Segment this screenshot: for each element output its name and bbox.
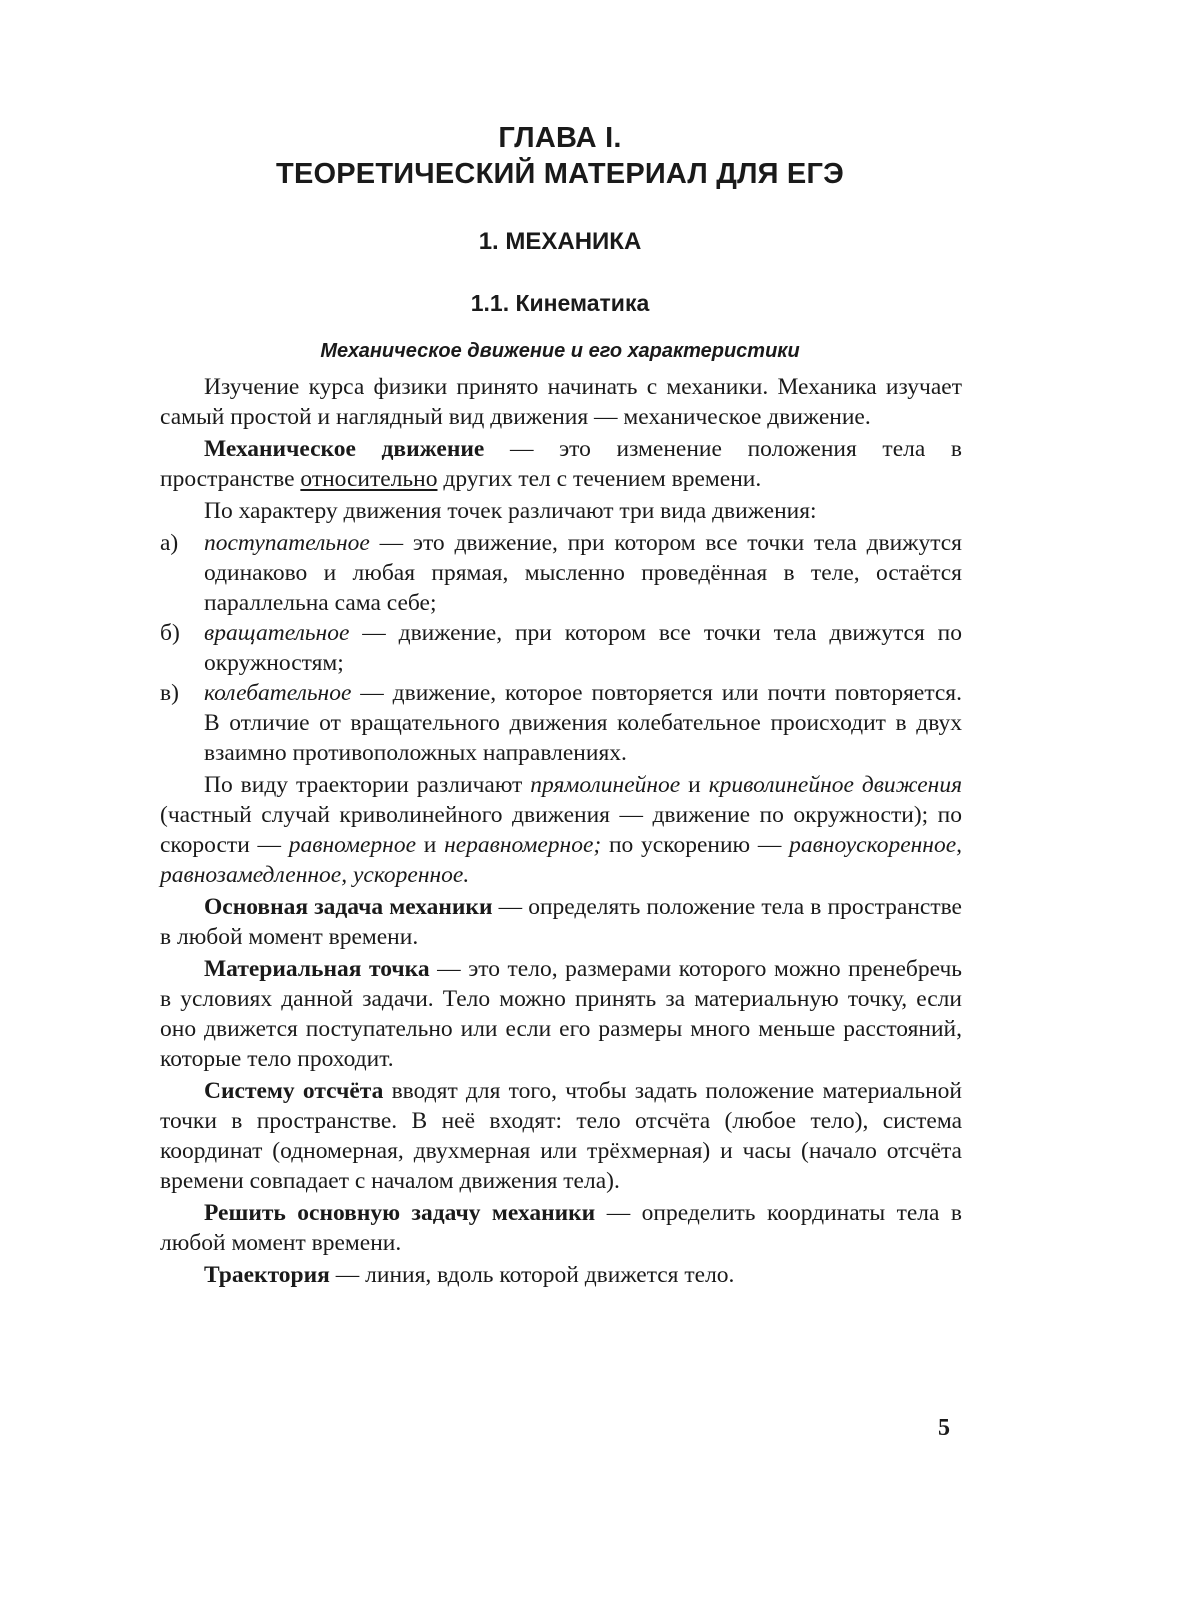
paragraph-intro: Изучение курса физики принято начинать с механики. Механика изучает самый простой и наглядный вид движения — механическое движение.: [160, 374, 962, 430]
term-reference-frame: Систему отсчёта: [204, 1078, 384, 1104]
list-item: в) колебательное — движение, которое повторяется или почти повторяется. В отличие от вращательного движения колебательное происходит в двух взаимно противоположных направлениях.: [160, 680, 962, 766]
paragraph-reference-frame: Систему отсчёта вводят для того, чтобы задать положение материальной точки в пространстве. В неё входят: тело отсчёта (любое тело), система координат (одномерная, двухмерная или трёхмерная) и часы (начало отсчёта времени совпадает с началом движения тела).: [160, 1078, 962, 1194]
term-solve-task: Решить основную задачу механики: [204, 1200, 596, 1226]
list-item: б) вращательное — движение, при котором все точки тела движутся по окружностям;: [160, 620, 962, 676]
motion-types-list: [160, 528, 962, 768]
chapter-title: ТЕОРЕТИЧЕСКИЙ МАТЕРИАЛ ДЛЯ ЕГЭ: [276, 158, 844, 190]
term-main-task: Основная задача механики: [204, 894, 493, 920]
underlined-word: относительно: [300, 466, 438, 492]
page-number: 5: [938, 1415, 950, 1441]
term-rotational: вращательное: [204, 620, 350, 646]
subsection-title: 1.1. Кинематика: [470, 290, 650, 316]
list-marker: б): [160, 620, 180, 646]
term-material-point: Материальная точка: [204, 956, 430, 982]
term-trajectory: Траектория: [204, 1262, 330, 1288]
paragraph-main-task: Основная задача механики — определять положение тела в пространстве в любой момент времени.: [160, 894, 962, 950]
chapter-heading: [0, 120, 1120, 192]
term-oscillatory: колебательное: [204, 680, 352, 706]
list-marker: а): [160, 530, 179, 556]
section-title: 1. МЕХАНИКА: [478, 228, 642, 255]
paragraph-material-point: Материальная точка — это тело, размерами которого можно пренебречь в условиях данной задачи. Тело можно принять за материальную точку, если оно движется поступательно или если его размеры много меньше расстояний, которые тело проходит.: [160, 956, 962, 1072]
chapter-number: ГЛАВА I.: [498, 122, 622, 154]
body-text: [160, 372, 962, 1292]
term-mechanical-motion: Механическое движение: [204, 436, 485, 462]
paragraph-solve-task: Решить основную задачу механики — определить координаты тела в любой момент времени.: [160, 1200, 962, 1256]
list-item: а) поступательное — это движение, при котором все точки тела движутся одинаково и любая прямая, мысленно проведённая в теле, остаётся параллельна сама себе;: [160, 530, 962, 616]
term-translational: поступательное: [204, 530, 370, 556]
paragraph-trajectory: Траектория — линия, вдоль которой движется тело.: [204, 1262, 735, 1288]
list-marker: в): [160, 680, 179, 706]
paragraph-motion-types: По характеру движения точек различают три вида движения:: [204, 498, 817, 524]
topic-title: Механическое движение и его характеристики: [320, 340, 800, 362]
paragraph-trajectory-types: По виду траектории различают прямолинейное и криволинейное движения (частный случай криволинейного движения — движение по окружности); по скорости — равномерное и неравномерное; по ускорению — равноускоренное, равнозамедленное, ускоренное.: [160, 772, 962, 888]
paragraph-mechanical-motion: Механическое движение — это изменение положения тела в пространстве относительно других тел с течением времени.: [160, 436, 963, 492]
